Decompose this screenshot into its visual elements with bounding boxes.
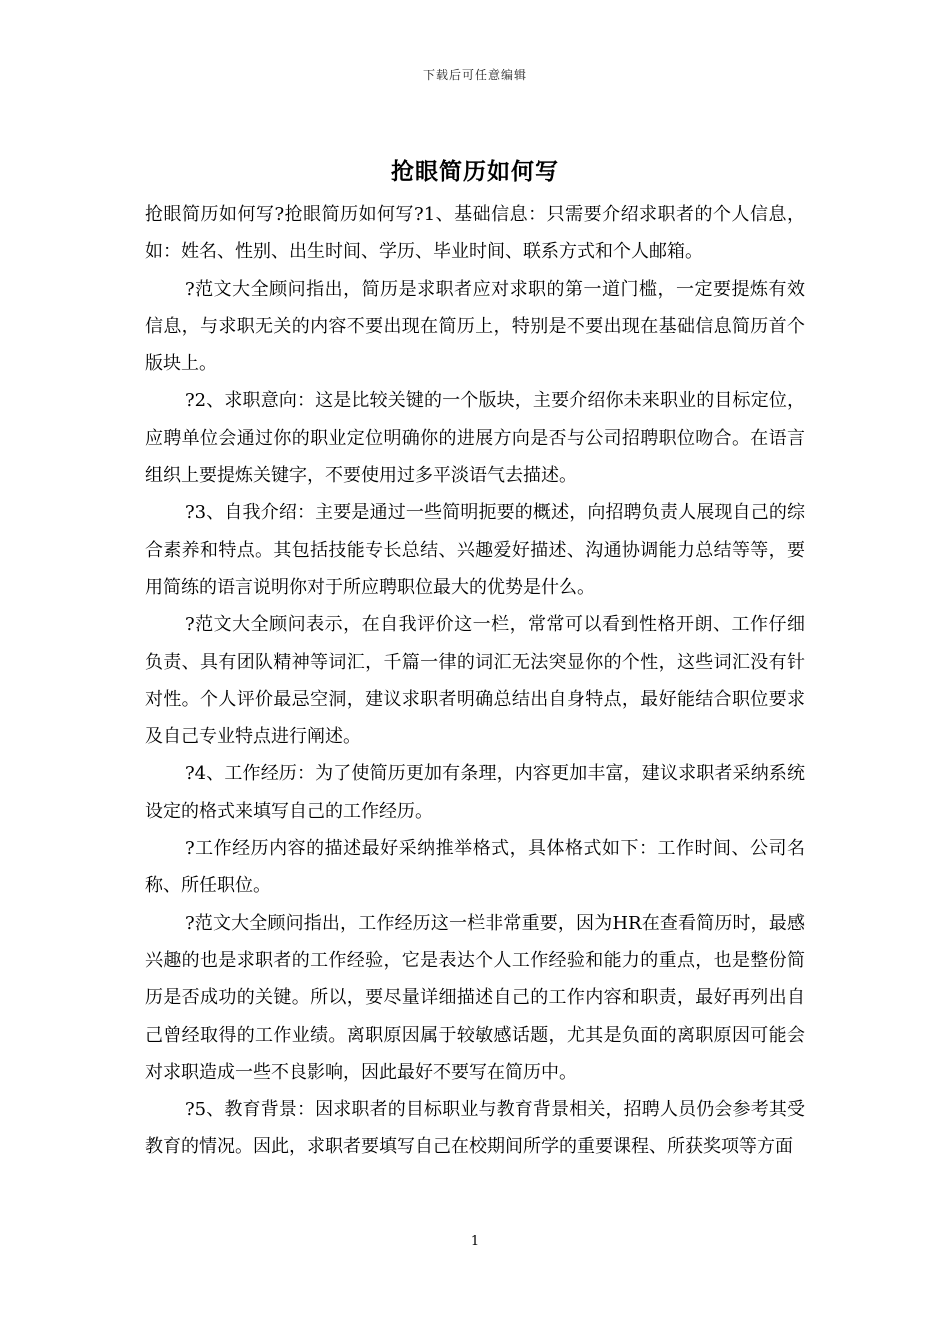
page-number: 1: [470, 1234, 480, 1249]
document-title: 抢眼简历如何写: [391, 158, 559, 185]
paragraph: ?范文大全顾问指出，简历是求职者应对求职的第一道门槛，一定要提炼有效信息，与求职无关的内容不要出现在简历上，特别是不要出现在基础信息简历首个版块上。: [145, 278, 805, 375]
paragraph: ?范文大全顾问指出，工作经历这一栏非常重要，因为HR在查看简历时，最感兴趣的也是求职者的工作经验，它是表达个人工作经验和能力的重点，也是整份简历是否成功的关键。所以，要尽量详细描述自己的工作内容和职责，最好再列出自己曾经取得的工作业绩。离职原因属于较敏感话题，尤其是负面的离职原因可能会对求职造成一些不良影响，因此最好不要写在简历中。: [145, 912, 805, 1083]
paragraph: ?工作经历内容的描述最好采纳推举格式，具体格式如下：工作时间、公司名称、所任职位。: [145, 838, 805, 897]
paragraph: ?5、教育背景：因求职者的目标职业与教育背景相关，招聘人员仍会参考其受教育的情况。因此，求职者要填写自己在校期间所学的重要课程、所获奖项等方面: [145, 1099, 805, 1158]
paragraph: ?3、自我介绍：主要是通过一些简明扼要的概述，向招聘负责人展现自己的综合素养和特点。其包括技能专长总结、兴趣爱好描述、沟通协调能力总结等等，要用简练的语言说明你对于所应聘职位最大的优势是什么。: [145, 502, 805, 598]
paragraph: ?2、求职意向：这是比较关键的一个版块，主要介绍你未来职业的目标定位，应聘单位会通过你的职业定位明确你的进展方向是否与公司招聘职位吻合。在语言组织上要提炼关键字，不要使用过多平淡语气去描述。: [145, 390, 805, 487]
paragraph: ?4、工作经历：为了使简历更加有条理，内容更加丰富，建议求职者采纳系统设定的格式来填写自己的工作经历。: [145, 763, 805, 822]
page-header: 下载后可任意编辑: [422, 68, 527, 82]
paragraph-intro: 抢眼简历如何写?抢眼简历如何写?1、基础信息：只需要介绍求职者的个人信息，如：姓名、性别、出生时间、学历、毕业时间、联系方式和个人邮箱。: [145, 204, 805, 263]
document-body: [145, 196, 805, 1166]
paragraph: ?范文大全顾问表示，在自我评价这一栏，常常可以看到性格开朗、工作仔细负责、具有团队精神等词汇，千篇一律的词汇无法突显你的个性，这些词汇没有针对性。个人评价最忌空洞，建议求职者明确总结出自身特点，最好能结合职位要求及自己专业特点进行阐述。: [145, 614, 805, 748]
